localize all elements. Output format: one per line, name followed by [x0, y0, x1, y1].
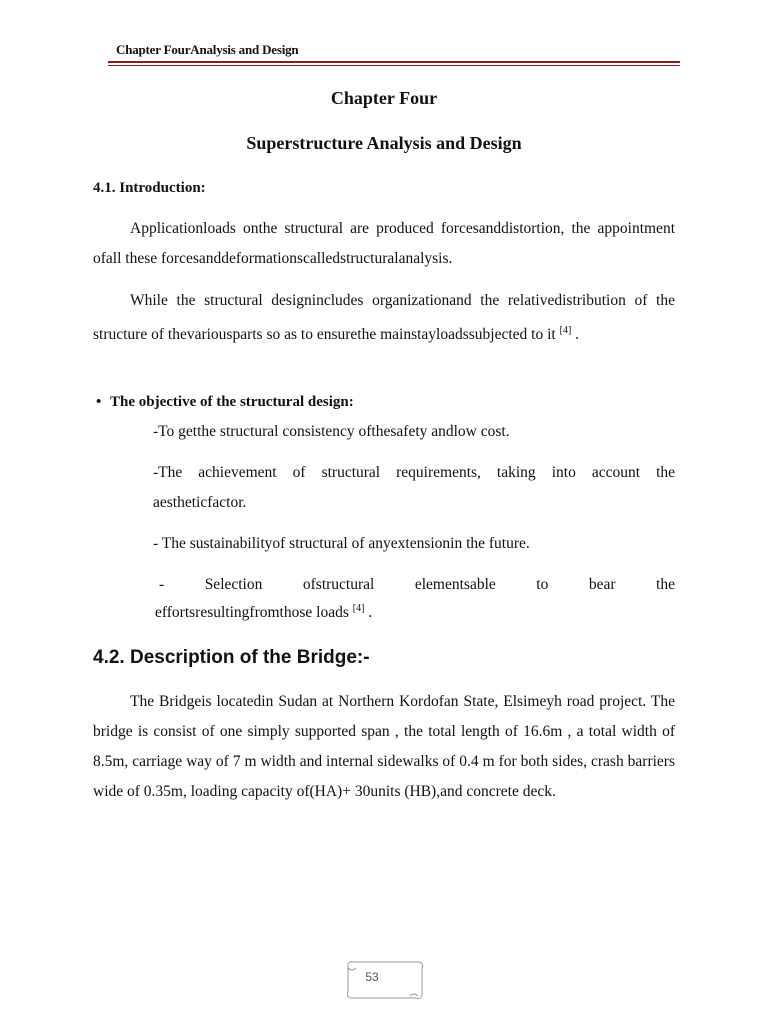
- objective-word: ofstructural: [302, 576, 375, 593]
- bridge-description-paragraph: The Bridgeis locatedin Sudan at Northern Kordofan State, Elsimeyh road project. The bridge is consist of one simply supported span , the total length of 16.6m , a total width of 8.5m, carriage way of 7 m width and internal sidewalks of 0.4 m for both sides, crash barriers wide of 0.35m, loading capacity of(HA)+ 30units (HB),and concrete deck.: [93, 693, 675, 800]
- intro-paragraph-1: Applicationloads onthe structural are produced forcesanddistortion, the appointment ofall these forcesanddeformationscalledstructuralanalysis.: [93, 220, 675, 267]
- citation-ref: [4]: [352, 603, 365, 614]
- objective-item: -To getthe structural consistency ofthesafety andlow cost.: [153, 423, 510, 440]
- objective-word: Selection: [204, 576, 263, 593]
- objective-4-tail: .: [364, 604, 373, 622]
- bullet-marker: •: [96, 394, 102, 410]
- objective-word: to: [536, 576, 549, 593]
- objective-word: the: [656, 576, 675, 593]
- header-rule-thin: [108, 65, 680, 66]
- objectives-heading-text: The objective of the structural design:: [110, 394, 354, 410]
- objective-4-text: effortsresultingfromthose loads: [155, 604, 349, 622]
- objective-item: -The achievement of structural requirements, taking into account the aestheticfactor.: [153, 464, 675, 511]
- objective-item-4: [159, 576, 675, 594]
- objective-word: -: [159, 576, 165, 593]
- chapter-title: Chapter Four: [330, 88, 438, 108]
- objective-word: bear: [588, 576, 616, 593]
- intro-paragraph-2-tail: .: [571, 326, 580, 344]
- intro-paragraph-2: [93, 286, 675, 350]
- running-header: Chapter FourAnalysis and Design: [116, 42, 299, 57]
- section-heading-introduction: 4.1. Introduction:: [93, 180, 206, 196]
- header-rule: [108, 61, 680, 63]
- objective-item: - The sustainabilityof structural of anyextensionin the future.: [153, 535, 530, 552]
- chapter-subtitle: Superstructure Analysis and Design: [246, 133, 522, 153]
- objective-item-4-continuation: [155, 603, 372, 622]
- page-number: 53: [365, 970, 379, 984]
- intro-paragraph-2-text: While the structural designincludes organizationand the relativedistribution of the structure of thevariousparts so as to ensurethe mainstayloadssubjected to it: [93, 292, 675, 344]
- objective-word: elementsable: [414, 576, 496, 593]
- objectives-heading: [96, 394, 354, 411]
- citation-ref: [4]: [559, 325, 572, 336]
- section-heading-bridge: 4.2. Description of the Bridge:-: [93, 647, 370, 668]
